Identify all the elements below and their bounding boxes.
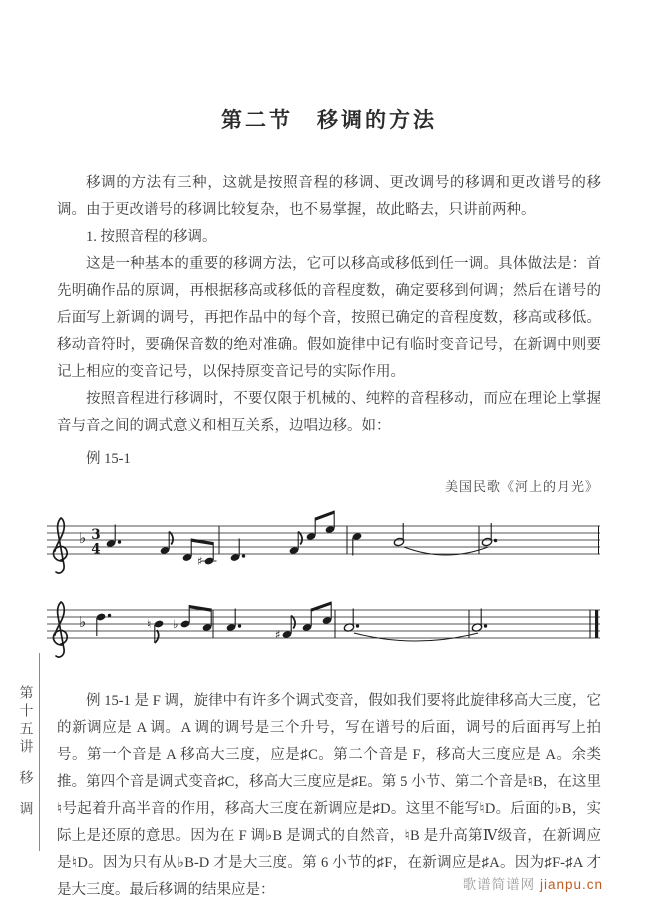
eighth-flag-icon (291, 616, 295, 629)
sidebar-lecture-label: 第十五讲 (17, 685, 33, 757)
accidental-sign: ♮ (147, 617, 152, 631)
augmentation-dot (356, 624, 359, 627)
example-label: 例 15-1 (86, 451, 131, 467)
augmentation-dot (118, 540, 121, 543)
paragraph-analysis: 例 15-1 是 F 调，旋律中有许多个调式变音，假如我们要将此旋律移高大三度，它的新调应是 A 调。A 调的调号是三个升号，写在谱号的后面，调号的后面再写上拍号。第一个音是 A 移高大三度，应是♯C。第二个音是 F，移高大三度应是 A。余类推。第四个音是调式变音♯C，移高大三度应是♯E。第 5 小节、第二个音是♮B，在这里♮号起着升高半音的作用，移高大三度在新调应是♯D。这里不能写♮D。后面的♭B，实际上是还原的意思。因为在 F 调♭B 是调式的自然音，♮B 是升高第Ⅳ级音，在新调应是♮D。因为只有从♭B-D 才是大三度。第 6 小节的♯F，在新调应是♯A。因为♯F-♯A 才是大三度。最后移调的结果应是： (57, 693, 601, 898)
accidental-sign: ♯ (197, 554, 203, 568)
beam (191, 539, 213, 546)
augmentation-dot (238, 624, 241, 627)
page-content (57, 0, 601, 904)
watermark (463, 873, 603, 893)
paragraph-advice: 按照音程进行移调时，不要仅限于机械的、纯粹的音程移动，而应在理论上掌握音与音之间的调式意义和相互关系，边唱边移。如： (57, 391, 601, 434)
flat-sign-icon: ♭ (79, 529, 87, 547)
augmentation-dot (494, 539, 497, 542)
music-staff-2 (47, 592, 600, 664)
song-attribution: 美国民歌《河上的月光》 (444, 479, 599, 494)
time-sig-numerator: 3 (91, 527, 101, 543)
accidental-sign: ♭ (173, 617, 179, 631)
augmentation-dot (108, 614, 111, 617)
paragraph-list-item: 1. 按照音程的移调。 (86, 229, 217, 245)
paragraph-intro: 移调的方法有三种，这就是按照音程的移调、更改调号的移调和更改谱号的移调。由于更改谱号的移调比较复杂，也不易掌握，故此略去，只讲前两种。 (57, 175, 601, 218)
eighth-flag-icon (155, 630, 159, 643)
sidebar-topic-char-1: 移 (17, 770, 33, 788)
eighth-flag-icon (298, 532, 302, 545)
watermark-site-link[interactable]: jianpu.cn (539, 877, 603, 892)
flat-sign-icon: ♭ (79, 613, 87, 631)
sidebar-topic-char-2: 调 (17, 801, 33, 819)
augmentation-dot (484, 624, 487, 627)
time-sig-denominator: 4 (91, 541, 101, 558)
eighth-flag-icon (169, 532, 173, 545)
paragraph-method: 这是一种基本的重要的移调方法，它可以移高或移低到任一调。具体做法是：首先明确作品的原调，再根据移高或移低的音程度数，确定要移到何调；然后在谱号的后面写上新调的调号，再把作品中的每个音，按照已确定的音程度数，移高或移低。移动音符时，要确保音数的绝对准确。假如旋律中记有临时变音记号，在新调中则要记上相应的变音记号，以保持原变音记号的实际作用。 (57, 256, 601, 380)
beam (189, 605, 211, 612)
accidental-sign: ♯ (275, 627, 281, 642)
tie-curve (354, 633, 478, 641)
beam (315, 511, 334, 521)
augmentation-dot (242, 554, 245, 557)
page-title: 第二节 移调的方法 (221, 108, 437, 132)
final-barline-thick (595, 610, 598, 638)
chapter-sidebar (10, 653, 40, 851)
music-staff-1 (47, 508, 600, 578)
watermark-site-name: 歌谱简谱网 (462, 877, 536, 892)
